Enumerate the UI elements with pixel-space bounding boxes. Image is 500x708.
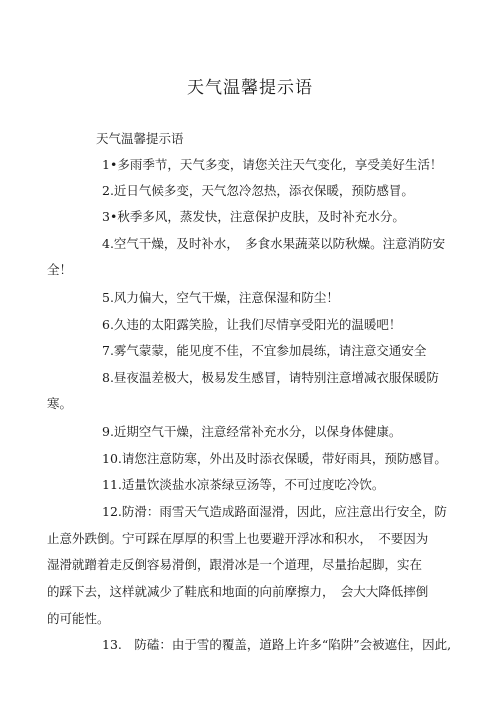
paragraph-line: 7.雾气蒙蒙，能见度不佳，不宜参加晨练，请注意交通安全: [102, 343, 427, 358]
paragraph-line: 2.近日气候多变，天气忽冷忽热，添衣保暖，预防感冒。: [102, 183, 414, 198]
paragraph-line: 9.近期空气干燥，注意经常补充水分，以保身体健康。: [102, 424, 402, 439]
document-subtitle: 天气温馨提示语: [96, 131, 184, 146]
paragraph-line: 8.昼夜温差极大，极易发生感冒，请特别注意增减衣服保暖防: [102, 370, 439, 385]
paragraph-line: 全！: [47, 262, 73, 277]
paragraph-line: 5.风力偏大，空气干燥，注意保湿和防尘！: [102, 290, 339, 305]
paragraph-line: 4.空气干燥，及时补水， 多食水果蔬菜以防秋燥。注意消防安: [102, 236, 446, 251]
paragraph-line: 3•秋季多风，蒸发快，注意保护皮肤，及时补充水分。: [102, 209, 405, 224]
document-title: 天气温馨提示语: [187, 78, 313, 98]
paragraph-line: 的踩下去，这样就减少了鞋底和地面的向前摩擦力， 会大大降低摔倒: [47, 584, 429, 599]
paragraph-line: 的可能性。: [47, 611, 110, 626]
paragraph-line: 寒。: [47, 396, 73, 411]
paragraph-line: 止意外跌倒。宁可踩在厚厚的积雪上也要避开浮冰和积水， 不要因为: [47, 531, 429, 546]
paragraph-line: 13. 防磕：由于雪的覆盖，道路上许多“陷阱”会被遮住，因此,: [102, 637, 452, 652]
paragraph-line: 6.久违的太阳露笑脸，让我们尽情享受阳光的温暖吧！: [102, 317, 402, 332]
paragraph-line: 湿滑就蹭着走反倒容易滑倒，跟滑冰是一个道理，尽量抬起脚，实在: [47, 557, 423, 572]
paragraph-line: 11.适量饮淡盐水凉茶绿豆汤等，不可过度吃冷饮。: [102, 477, 385, 492]
paragraph-line: 1•多雨季节，天气多变，请您关注天气变化，享受美好生活！: [102, 157, 443, 172]
paragraph-line: 10.请您注意防寒，外出及时添衣保暖，带好雨具，预防感冒。: [102, 451, 447, 466]
paragraph-line: 12.防滑：雨雪天气造成路面湿滑，因此，应注意出行安全，防: [102, 504, 447, 519]
